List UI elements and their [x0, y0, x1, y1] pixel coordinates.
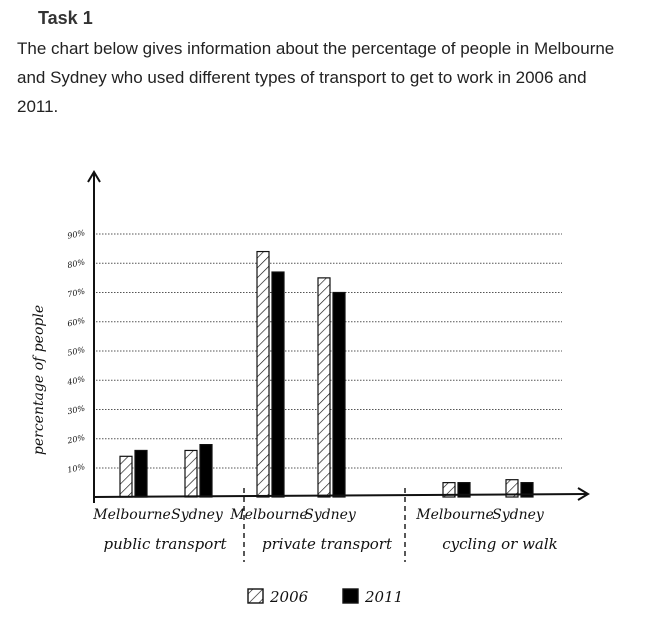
bar-sydney-2011: [333, 293, 345, 498]
bar-melbourne-2011: [272, 272, 284, 497]
bar-melbourne-2006: [120, 456, 132, 497]
y-tick-label: 80%: [66, 257, 86, 270]
bar-sydney-2011: [200, 445, 212, 497]
y-tick-label: 40%: [66, 374, 86, 387]
group-label: private transport: [262, 535, 392, 553]
bar-sydney-2006: [185, 450, 197, 497]
y-tick-label: 70%: [66, 286, 86, 300]
bar-melbourne-2011: [135, 450, 147, 497]
city-label: Melbourne: [416, 507, 494, 523]
bar-sydney-2006: [318, 278, 330, 497]
city-label: Sydney: [492, 507, 544, 523]
city-label: Sydney: [304, 507, 356, 523]
group-label: cycling or walk: [442, 535, 558, 553]
y-axis-label: percentage of people: [31, 304, 47, 456]
city-label: Melbourne: [230, 507, 308, 523]
legend-label-2011: 2011: [365, 588, 404, 606]
city-label: Sydney: [171, 507, 223, 523]
y-tick-label: 90%: [66, 228, 86, 241]
legend-swatch-2011: [343, 589, 358, 603]
y-tick-label: 10%: [66, 462, 86, 475]
y-tick-label: 30%: [66, 403, 86, 417]
y-tick-label: 50%: [66, 345, 86, 358]
task-description: The chart below gives information about the percentage of people in Melbourne and Sydney who used different types of transport to get to work in 2006 and 2011.: [17, 39, 615, 116]
y-tick-label: 20%: [66, 432, 86, 446]
legend-swatch-2006: [248, 589, 263, 603]
city-label: Melbourne: [93, 507, 171, 523]
y-tick-label: 60%: [66, 315, 86, 329]
group-label: public transport: [103, 535, 227, 553]
legend-label-2006: 2006: [270, 588, 309, 606]
bar-melbourne-2006: [257, 252, 269, 497]
task-title: Task 1: [38, 8, 93, 28]
